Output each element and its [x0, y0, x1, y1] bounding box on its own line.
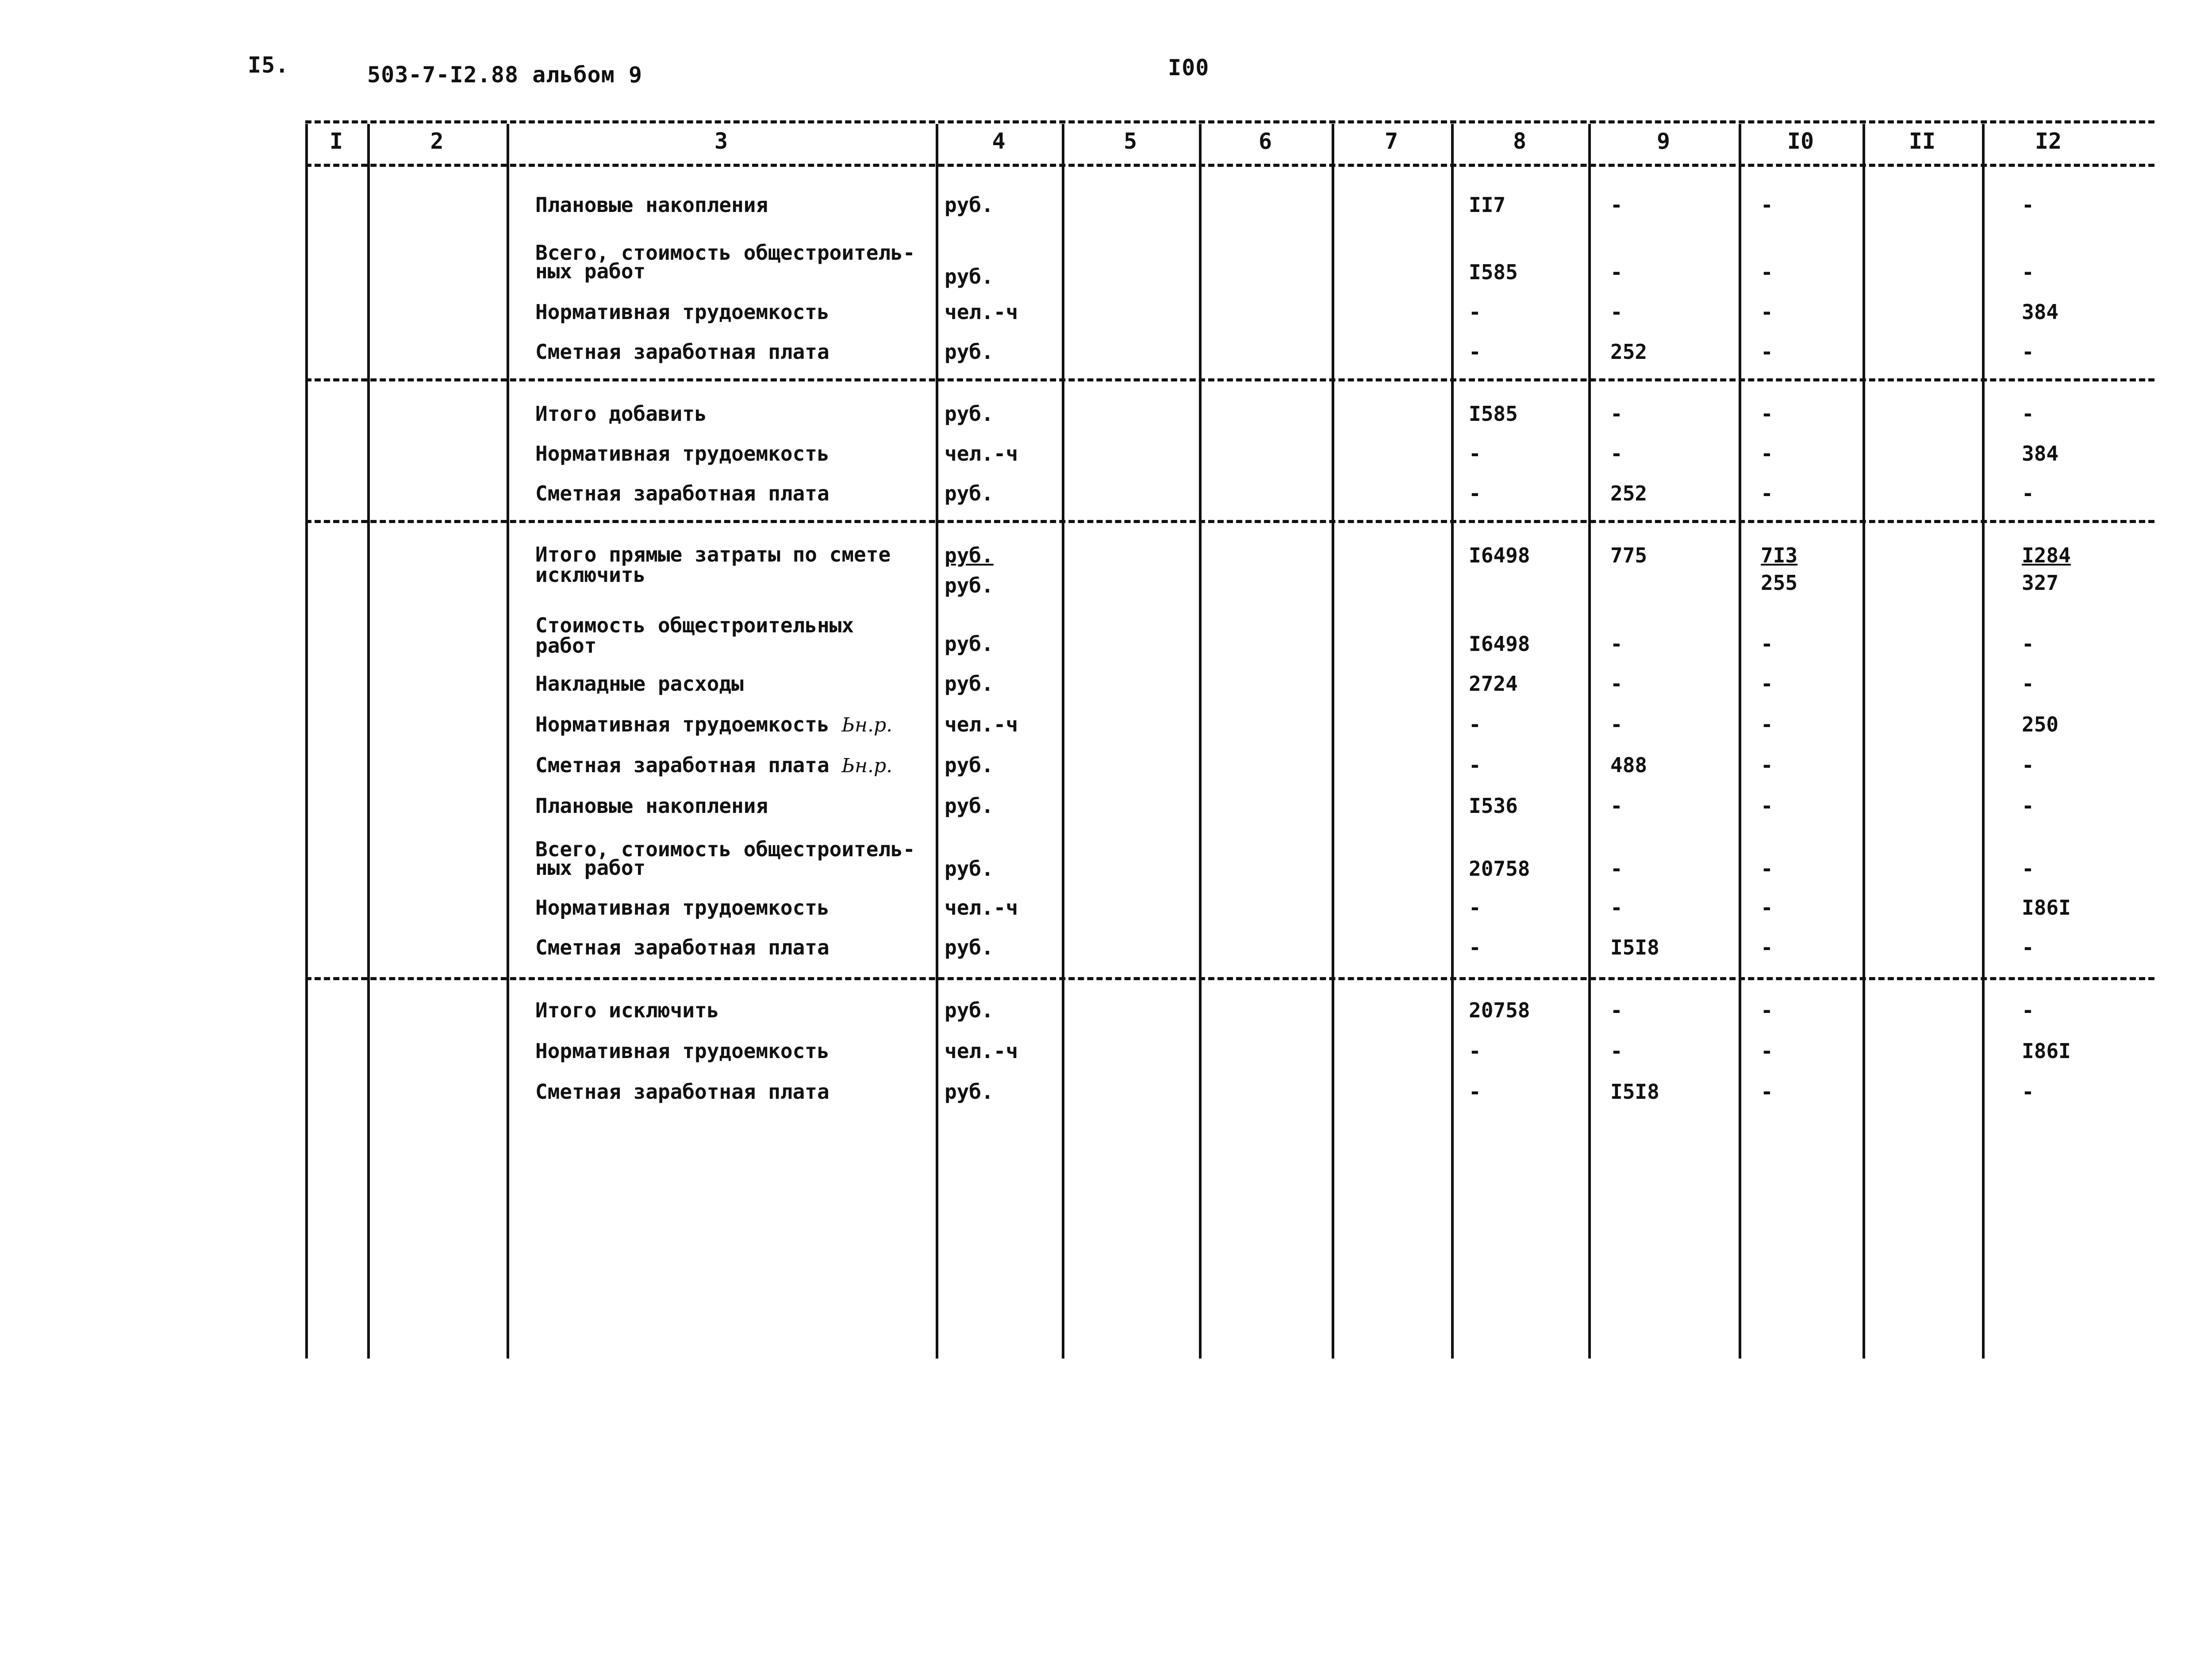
- col8-value: -: [1469, 1039, 1481, 1063]
- col-header-1: I: [329, 128, 343, 154]
- col12-value: -: [2022, 672, 2034, 696]
- item-unit: руб.: [945, 753, 994, 777]
- page-number: I00: [1168, 55, 1210, 81]
- col9-value: -: [1610, 712, 1623, 736]
- col10-value: -: [1761, 753, 1773, 777]
- col9-value: 775: [1610, 543, 1647, 567]
- col-border: [1588, 124, 1591, 1359]
- item-unit: руб.: [945, 857, 994, 881]
- item-unit: чел.-ч: [945, 896, 1018, 920]
- col9-value: -: [1610, 300, 1623, 324]
- item-unit: руб.: [945, 632, 994, 656]
- col12-value: I86I: [2022, 1039, 2071, 1063]
- col10-value-second: 255: [1761, 571, 1798, 595]
- col10-value: -: [1761, 935, 1773, 959]
- col8-value: I6498: [1469, 632, 1530, 656]
- item-unit: чел.-ч: [945, 442, 1018, 466]
- col12-value-second: 327: [2022, 571, 2059, 595]
- handwritten-note: Ьн.р.: [841, 754, 893, 777]
- col9-value: -: [1610, 193, 1623, 217]
- col9-value: 488: [1610, 753, 1647, 777]
- col10-value: -: [1761, 481, 1773, 505]
- col9-value: I5I8: [1610, 1080, 1659, 1104]
- col8-value: -: [1469, 896, 1481, 920]
- item-name: Итого прямые затраты по смете исключить: [535, 543, 891, 587]
- col9-value: -: [1610, 672, 1623, 696]
- item-name: Сметная заработная плата: [535, 935, 830, 959]
- item-name: Сметная заработная плата: [535, 340, 830, 364]
- header-top-line: [305, 120, 2154, 123]
- item-name: Всего, стоимость общестроитель-ных работ: [535, 241, 915, 283]
- item-unit: руб.: [945, 193, 994, 217]
- document-code: 503-7-I2.88 альбом 9: [367, 62, 643, 88]
- col12-value: -: [2022, 857, 2034, 881]
- col8-value: 20758: [1469, 998, 1530, 1022]
- handwritten-note: Ьн.р.: [841, 714, 893, 736]
- item-name: Стоимость общестроительных работ: [535, 613, 854, 658]
- col-header-7: 7: [1384, 128, 1398, 154]
- col12-value: -: [2022, 632, 2034, 656]
- section-divider: [305, 977, 2154, 980]
- item-unit: руб.: [945, 935, 994, 959]
- col-header-2: 2: [430, 128, 444, 154]
- item-name: Итого добавить: [535, 402, 707, 426]
- col9-value: -: [1610, 632, 1623, 656]
- item-unit: руб.: [945, 672, 994, 696]
- col8-value: I536: [1469, 794, 1518, 818]
- col12-value: I86I: [2022, 896, 2071, 920]
- item-unit: руб.: [945, 481, 994, 505]
- col12-value: -: [2022, 1080, 2034, 1104]
- col8-value: -: [1469, 712, 1481, 736]
- col-border: [1863, 124, 1865, 1359]
- item-name: Накладные расходы: [535, 672, 744, 696]
- col10-value: -: [1761, 857, 1773, 881]
- item-unit: чел.-ч: [945, 712, 1018, 736]
- section-divider: [305, 378, 2154, 381]
- item-name: Итого исключить: [535, 998, 719, 1022]
- item-unit-second: руб.: [945, 574, 994, 597]
- col12-value: -: [2022, 260, 2034, 284]
- col10-value: -: [1761, 193, 1773, 217]
- col9-value: I5I8: [1610, 935, 1659, 959]
- col8-value: I585: [1469, 402, 1518, 426]
- col9-value: -: [1610, 794, 1623, 818]
- section-divider: [305, 520, 2154, 523]
- item-unit: руб.: [945, 340, 994, 364]
- col8-value: -: [1469, 935, 1481, 959]
- col8-value: -: [1469, 753, 1481, 777]
- sheet-number: I5.: [248, 52, 289, 78]
- col8-value: -: [1469, 340, 1481, 364]
- col9-value: 252: [1610, 481, 1647, 505]
- item-name: Нормативная трудоемкость: [535, 896, 830, 920]
- col12-value: -: [2022, 998, 2034, 1022]
- item-unit: руб.: [945, 402, 994, 426]
- col12-value: -: [2022, 794, 2034, 818]
- col-header-12: I2: [2035, 128, 2062, 154]
- col12-value: 384: [2022, 300, 2059, 324]
- col9-value: -: [1610, 260, 1623, 284]
- col8-value: 20758: [1469, 857, 1530, 881]
- col12-value: -: [2022, 193, 2034, 217]
- col-header-5: 5: [1123, 128, 1137, 154]
- item-name: Нормативная трудоемкость: [535, 1039, 830, 1063]
- col10-value: 7I3: [1761, 543, 1798, 567]
- col-border: [936, 124, 938, 1359]
- item-name: Сметная заработная плата: [535, 481, 830, 505]
- col-header-6: 6: [1258, 128, 1272, 154]
- col10-value: -: [1761, 300, 1773, 324]
- col-header-10: I0: [1787, 128, 1814, 154]
- col-border: [1199, 124, 1202, 1359]
- col12-value: 384: [2022, 442, 2059, 466]
- col12-value: 250: [2022, 712, 2059, 736]
- col-border: [367, 124, 370, 1359]
- col-border: [1062, 124, 1064, 1359]
- col9-value: -: [1610, 442, 1623, 466]
- col8-value: II7: [1469, 193, 1506, 217]
- col10-value: -: [1761, 632, 1773, 656]
- col8-value: -: [1469, 442, 1481, 466]
- item-unit: руб.: [945, 543, 994, 567]
- col12-value: -: [2022, 402, 2034, 426]
- col9-value: -: [1610, 1039, 1623, 1063]
- col10-value: -: [1761, 1080, 1773, 1104]
- item-unit: чел.-ч: [945, 300, 1018, 324]
- col9-value: 252: [1610, 340, 1647, 364]
- col8-value: -: [1469, 481, 1481, 505]
- item-unit: руб.: [945, 1080, 994, 1104]
- col10-value: -: [1761, 712, 1773, 736]
- item-unit: чел.-ч: [945, 1039, 1018, 1063]
- col12-value: -: [2022, 753, 2034, 777]
- col-header-9: 9: [1656, 128, 1671, 154]
- col8-value: 2724: [1469, 672, 1518, 696]
- col-border: [1982, 124, 1985, 1359]
- col10-value: -: [1761, 442, 1773, 466]
- item-unit: руб.: [945, 265, 994, 289]
- col-header-4: 4: [992, 128, 1006, 154]
- col10-value: -: [1761, 794, 1773, 818]
- col10-value: -: [1761, 998, 1773, 1022]
- col-header-3: 3: [714, 128, 728, 154]
- col9-value: -: [1610, 896, 1623, 920]
- col12-value: -: [2022, 481, 2034, 505]
- col12-value: -: [2022, 935, 2034, 959]
- col10-value: -: [1761, 260, 1773, 284]
- col9-value: -: [1610, 998, 1623, 1022]
- col-header-8: 8: [1513, 128, 1527, 154]
- col10-value: -: [1761, 1039, 1773, 1063]
- item-name-wrap: [535, 713, 933, 736]
- item-unit: руб.: [945, 998, 994, 1022]
- item-name: Нормативная трудоемкость: [535, 442, 830, 466]
- item-name: Сметная заработная плата: [535, 753, 830, 777]
- col-header-11: II: [1909, 128, 1936, 154]
- header-bottom-line: [305, 164, 2154, 167]
- col12-value: -: [2022, 340, 2034, 364]
- col-border: [507, 124, 509, 1359]
- col8-value: -: [1469, 300, 1481, 324]
- col12-value: I284: [2022, 543, 2071, 567]
- col-border: [1739, 124, 1741, 1359]
- col10-value: -: [1761, 896, 1773, 920]
- item-name: Сметная заработная плата: [535, 1080, 830, 1104]
- col8-value: I585: [1469, 260, 1518, 284]
- item-name: Всего, стоимость общестроитель-ных работ: [535, 837, 915, 880]
- item-name: Плановые накопления: [535, 193, 768, 217]
- item-name: Нормативная трудоемкость: [535, 300, 830, 324]
- col10-value: -: [1761, 402, 1773, 426]
- item-name: Плановые накопления: [535, 794, 768, 818]
- col10-value: -: [1761, 340, 1773, 364]
- col8-value: -: [1469, 1080, 1481, 1104]
- col9-value: -: [1610, 402, 1623, 426]
- col10-value: -: [1761, 672, 1773, 696]
- item-name: Нормативная трудоемкость: [535, 712, 830, 736]
- col-border: [1332, 124, 1334, 1359]
- col9-value: -: [1610, 857, 1623, 881]
- item-unit: руб.: [945, 794, 994, 818]
- col8-value: I6498: [1469, 543, 1530, 567]
- estimate-table: [305, 119, 2154, 1359]
- col-border-left: [305, 124, 308, 1359]
- item-name-wrap: [535, 754, 933, 777]
- col-border: [1451, 124, 1454, 1359]
